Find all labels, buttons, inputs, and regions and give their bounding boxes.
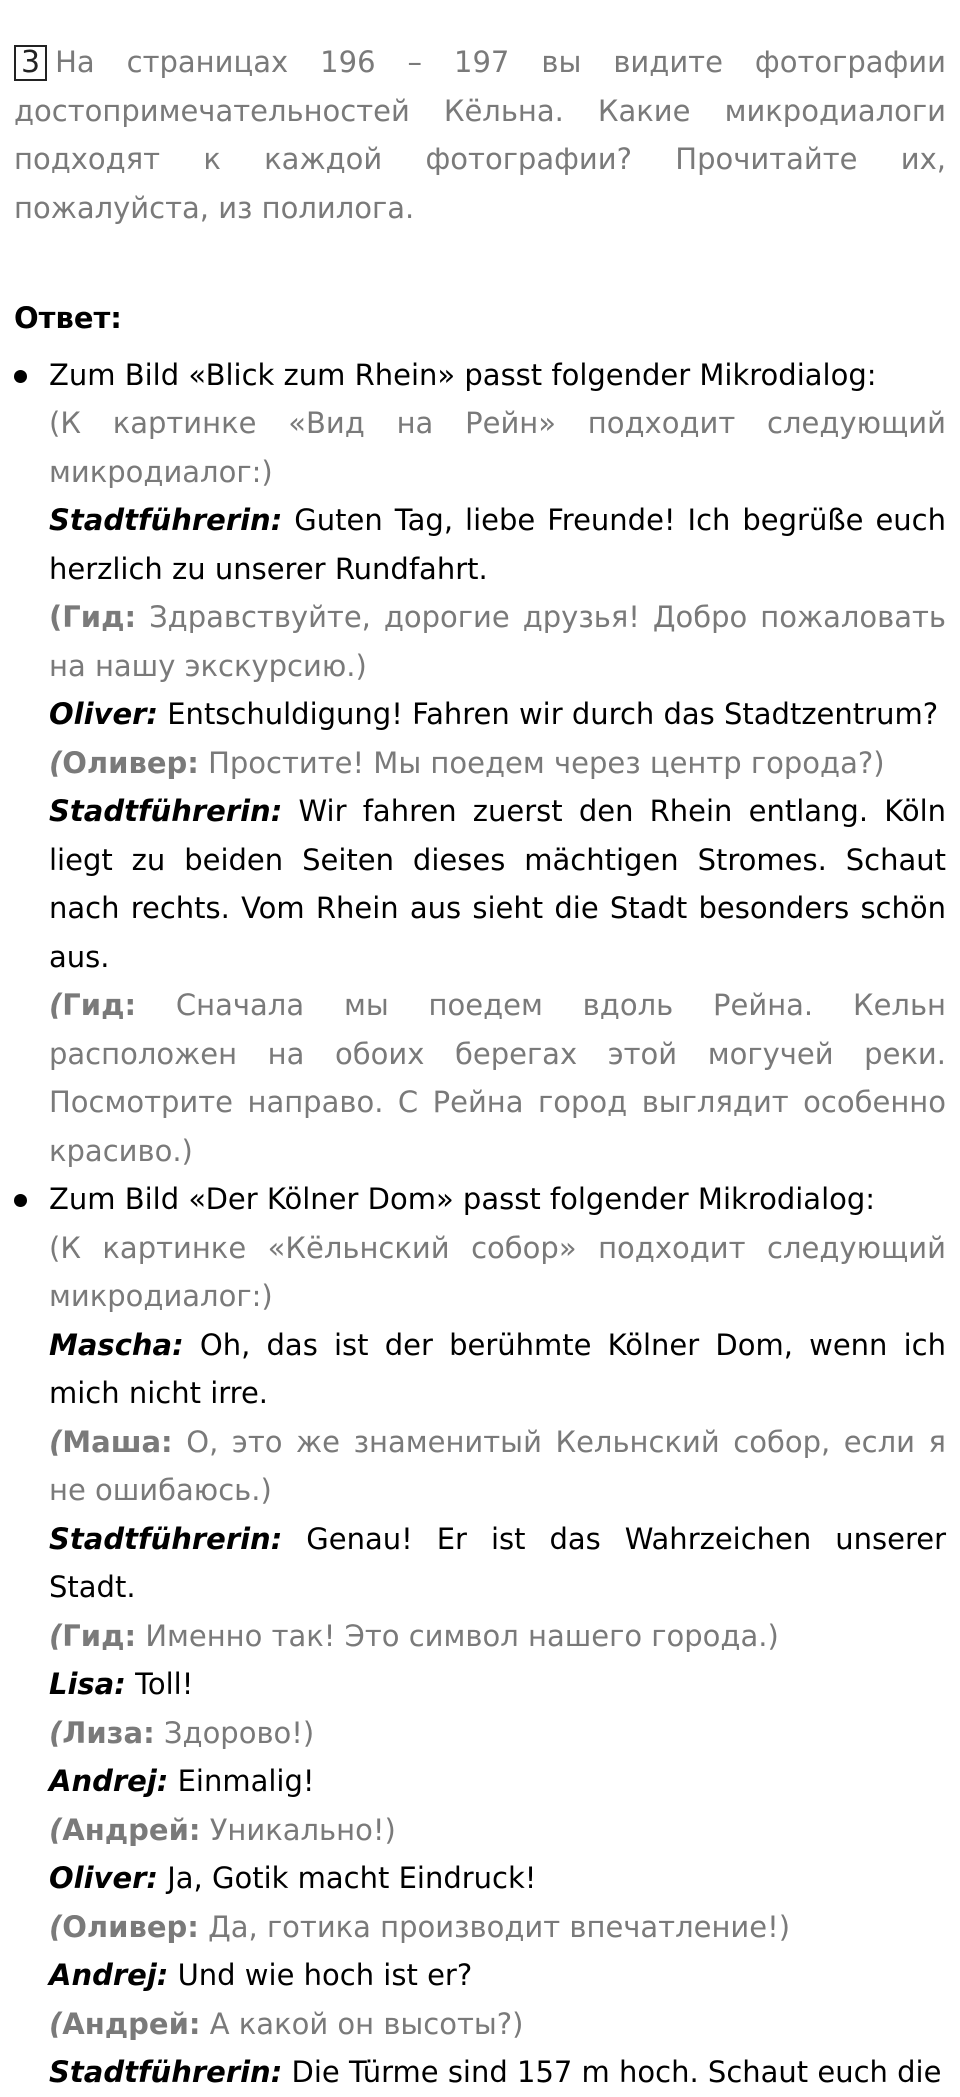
translation-open: ( bbox=[49, 1424, 63, 1459]
translation-speaker: Гид: bbox=[62, 988, 137, 1022]
dialog-line bbox=[49, 787, 946, 981]
dialog-line bbox=[49, 1515, 946, 1612]
dialog-text: Oh, das ist der berühmte Kölner Dom, wenn ich mich nicht irre. bbox=[49, 1327, 947, 1410]
dialog-line bbox=[49, 1951, 946, 2000]
speaker-name: Lisa: bbox=[49, 1667, 126, 1701]
dialog-intro: Zum Bild «Der Kölner Dom» passt folgender Mikrodialog: bbox=[49, 1182, 876, 1216]
dialog-intro: Zum Bild «Blick zum Rhein» passt folgender Mikrodialog: bbox=[49, 357, 877, 392]
answer-heading: Ответ: bbox=[14, 301, 122, 335]
translation-speaker: Гид: bbox=[62, 600, 137, 634]
translation-speaker: Оливер: bbox=[62, 1909, 199, 1944]
translation-open: ( bbox=[49, 2006, 63, 2041]
dialog-translation bbox=[49, 739, 946, 788]
dialog-text: Guten Tag, liebe Freunde! Ich begrüße euch herzlich zu unserer Rundfahrt. bbox=[49, 503, 946, 586]
translation-speaker: Андрей: bbox=[62, 2006, 201, 2041]
translation-text: Здорово!) bbox=[163, 1715, 315, 1750]
dialog-translation bbox=[49, 981, 946, 1175]
speaker-name: Mascha: bbox=[49, 1327, 184, 1362]
dialog-line bbox=[49, 1660, 946, 1709]
bullet-icon bbox=[14, 370, 27, 383]
translation-text: Да, готика производит впечатление!) bbox=[208, 1909, 791, 1944]
dialog-translation bbox=[49, 1418, 946, 1515]
translation-open: ( bbox=[49, 988, 63, 1022]
task-number: 3 bbox=[14, 45, 47, 81]
dialog-translation bbox=[49, 2000, 946, 2049]
dialog-text: Genau! Er ist das Wahrzeichen unserer Stadt. bbox=[49, 1521, 947, 1604]
speaker-name: Stadtführerin: bbox=[49, 1521, 283, 1556]
translation-text: Именно так! Это символ нашего города.) bbox=[145, 1618, 779, 1653]
list-item bbox=[14, 351, 946, 1176]
dialog-line bbox=[49, 2048, 946, 2097]
dialog-text: Die Türme sind 157 m hoch. Schaut euch die bbox=[291, 2055, 942, 2089]
dialog-translation bbox=[49, 1903, 946, 1952]
speaker-name: Andrej: bbox=[49, 1958, 169, 1992]
dialog-line bbox=[49, 1757, 946, 1806]
speaker-name: Stadtführerin: bbox=[49, 794, 283, 828]
translation-speaker: Гид: bbox=[62, 1618, 137, 1653]
translation-speaker: Оливер: bbox=[62, 745, 199, 780]
translation-open: ( bbox=[49, 1715, 63, 1750]
task-instruction bbox=[14, 38, 946, 232]
speaker-name: Stadtführerin: bbox=[49, 503, 283, 537]
translation-text: Уникально!) bbox=[209, 1812, 396, 1847]
dialog-intro-translation: (К картинке «Кёльнский собор» подходит следующий микродиалог:) bbox=[49, 1230, 946, 1313]
translation-open: ( bbox=[49, 600, 63, 634]
speaker-name: Oliver: bbox=[49, 1861, 159, 1895]
speaker-name: Andrej: bbox=[49, 1764, 169, 1798]
dialog-text: Toll! bbox=[135, 1667, 194, 1701]
dialog-text: Und wie hoch ist er? bbox=[177, 1958, 473, 1992]
answer-list bbox=[14, 351, 946, 2097]
dialog-text: Entschuldigung! Fahren wir durch das Stadtzentrum? bbox=[167, 697, 939, 731]
task-text: На страницах 196 – 197 вы видите фотографии достопримечательностей Кёльна. Какие микродиалоги подходят к каждой фотографии? Прочитайте их, пожалуйста, из полилога. bbox=[14, 45, 946, 225]
dialog-translation bbox=[49, 1709, 946, 1758]
dialog-line bbox=[49, 1854, 946, 1903]
translation-open: ( bbox=[49, 1618, 63, 1653]
dialog-translation bbox=[49, 593, 946, 690]
dialog-intro-translation: (К картинке «Вид на Рейн» подходит следующий микродиалог:) bbox=[49, 406, 946, 489]
translation-speaker: Маша: bbox=[62, 1424, 173, 1459]
translation-text: О, это же знаменитый Кельнский собор, если я не ошибаюсь.) bbox=[49, 1424, 946, 1507]
dialog-line bbox=[49, 690, 946, 739]
bullet-icon bbox=[14, 1194, 27, 1207]
translation-open: ( bbox=[49, 1909, 63, 1944]
speaker-name: Stadtführerin: bbox=[49, 2055, 283, 2089]
dialog-translation bbox=[49, 1806, 946, 1855]
dialog-line bbox=[49, 496, 946, 593]
translation-text: Сначала мы поедем вдоль Рейна. Кельн расположен на обоих берегах этой могучей реки. Посмотрите направо. С Рейна город выглядит особенно красиво.) bbox=[49, 988, 946, 1168]
list-item bbox=[14, 1175, 946, 2097]
dialog-line bbox=[49, 1321, 946, 1418]
dialog-text: Wir fahren zuerst den Rhein entlang. Köln liegt zu beiden Seiten dieses mächtigen Stromes. Schaut nach rechts. Vom Rhein aus sieht die Stadt besonders schön aus. bbox=[49, 794, 946, 974]
translation-speaker: Лиза: bbox=[62, 1715, 155, 1750]
translation-text: А какой он высоты?) bbox=[209, 2006, 524, 2041]
translation-speaker: Андрей: bbox=[62, 1812, 201, 1847]
translation-open: ( bbox=[49, 1812, 63, 1847]
translation-text: Здравствуйте, дорогие друзья! Добро пожаловать на нашу экскурсию.) bbox=[49, 600, 947, 683]
dialog-text: Einmalig! bbox=[177, 1764, 315, 1798]
dialog-text: Ja, Gotik macht Eindruck! bbox=[167, 1861, 537, 1895]
translation-open: ( bbox=[49, 745, 63, 780]
translation-text: Простите! Мы поедем через центр города?) bbox=[208, 745, 885, 780]
speaker-name: Oliver: bbox=[49, 697, 159, 731]
dialog-translation bbox=[49, 1612, 946, 1661]
